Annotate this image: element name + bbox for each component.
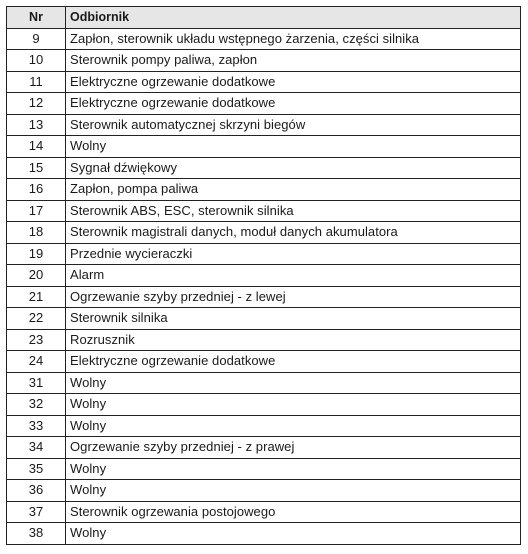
consumer-cell: Sterownik ogrzewania postojowego [66, 501, 521, 523]
fuse-number-cell: 14 [7, 136, 66, 158]
table-row [7, 480, 521, 502]
fuse-number-cell: 24 [7, 351, 66, 373]
table-row [7, 415, 521, 437]
table-row [7, 50, 521, 72]
fuse-number-cell: 34 [7, 437, 66, 459]
fuse-number-cell: 11 [7, 71, 66, 93]
table-row [7, 93, 521, 115]
table-row [7, 200, 521, 222]
consumer-cell: Sterownik magistrali danych, moduł danych akumulatora [66, 222, 521, 244]
consumer-cell: Rozrusznik [66, 329, 521, 351]
column-header-consumer: Odbiornik [66, 7, 521, 29]
table-row [7, 157, 521, 179]
fuse-number-cell: 31 [7, 372, 66, 394]
consumer-cell: Sterownik ABS, ESC, sterownik silnika [66, 200, 521, 222]
table-row [7, 329, 521, 351]
consumer-cell: Wolny [66, 480, 521, 502]
fuse-number-cell: 12 [7, 93, 66, 115]
consumer-cell: Wolny [66, 394, 521, 416]
table-body [7, 28, 521, 544]
consumer-cell: Wolny [66, 415, 521, 437]
consumer-cell: Sterownik silnika [66, 308, 521, 330]
fuse-number-cell: 19 [7, 243, 66, 265]
consumer-cell: Alarm [66, 265, 521, 287]
consumer-cell: Zapłon, sterownik układu wstępnego żarzenia, części silnika [66, 28, 521, 50]
table-row [7, 243, 521, 265]
consumer-cell: Ogrzewanie szyby przedniej - z lewej [66, 286, 521, 308]
table-row [7, 179, 521, 201]
consumer-cell: Wolny [66, 372, 521, 394]
consumer-cell: Wolny [66, 458, 521, 480]
table-row [7, 501, 521, 523]
fuse-number-cell: 9 [7, 28, 66, 50]
fuse-number-cell: 16 [7, 179, 66, 201]
fuse-number-cell: 20 [7, 265, 66, 287]
fuse-number-cell: 37 [7, 501, 66, 523]
fuse-number-cell: 32 [7, 394, 66, 416]
column-header-nr: Nr [7, 7, 66, 29]
consumer-cell: Wolny [66, 136, 521, 158]
fuse-assignment-table [6, 6, 521, 545]
table-row [7, 523, 521, 545]
table-row [7, 28, 521, 50]
consumer-cell: Ogrzewanie szyby przedniej - z prawej [66, 437, 521, 459]
table-row [7, 351, 521, 373]
table-row [7, 136, 521, 158]
table-row [7, 394, 521, 416]
fuse-number-cell: 17 [7, 200, 66, 222]
table-row [7, 437, 521, 459]
consumer-cell: Elektryczne ogrzewanie dodatkowe [66, 93, 521, 115]
table-row [7, 372, 521, 394]
fuse-number-cell: 13 [7, 114, 66, 136]
consumer-cell: Sygnał dźwiękowy [66, 157, 521, 179]
fuse-number-cell: 35 [7, 458, 66, 480]
consumer-cell: Sterownik automatycznej skrzyni biegów [66, 114, 521, 136]
fuse-number-cell: 33 [7, 415, 66, 437]
table-header-row [7, 7, 521, 29]
fuse-number-cell: 22 [7, 308, 66, 330]
consumer-cell: Elektryczne ogrzewanie dodatkowe [66, 71, 521, 93]
fuse-number-cell: 38 [7, 523, 66, 545]
fuse-number-cell: 36 [7, 480, 66, 502]
table-row [7, 265, 521, 287]
table-row [7, 308, 521, 330]
consumer-cell: Sterownik pompy paliwa, zapłon [66, 50, 521, 72]
table-row [7, 114, 521, 136]
consumer-cell: Przednie wycieraczki [66, 243, 521, 265]
fuse-number-cell: 23 [7, 329, 66, 351]
table-row [7, 286, 521, 308]
consumer-cell: Zapłon, pompa paliwa [66, 179, 521, 201]
consumer-cell: Wolny [66, 523, 521, 545]
table-row [7, 458, 521, 480]
fuse-number-cell: 21 [7, 286, 66, 308]
consumer-cell: Elektryczne ogrzewanie dodatkowe [66, 351, 521, 373]
table-row [7, 222, 521, 244]
table-row [7, 71, 521, 93]
fuse-number-cell: 10 [7, 50, 66, 72]
fuse-number-cell: 15 [7, 157, 66, 179]
fuse-number-cell: 18 [7, 222, 66, 244]
